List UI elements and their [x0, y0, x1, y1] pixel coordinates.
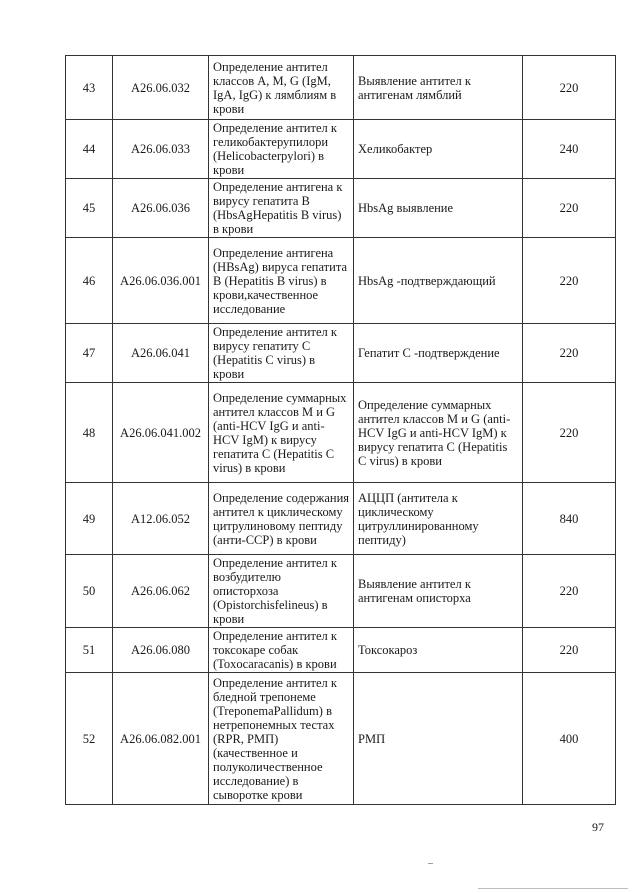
service-name: Определение антител к токсокаре собак (Toxocaracanis) в крови — [209, 628, 354, 673]
row-number: 45 — [66, 179, 113, 238]
table-row — [66, 673, 616, 805]
table-row — [66, 238, 616, 324]
service-code: A12.06.052 — [113, 483, 209, 555]
service-code: A26.06.041 — [113, 324, 209, 383]
service-description: Хеликобактер — [354, 120, 523, 179]
table-row — [66, 483, 616, 555]
row-number: 44 — [66, 120, 113, 179]
service-description: АЦЦП (антитела к циклическому цитруллинированному пептиду) — [354, 483, 523, 555]
service-description: Выявление антител к антигенам лямблий — [354, 56, 523, 120]
service-name: Определение антигена (HBsAg) вируса гепатита B (Hepatitis B virus) в крови,качественное исследование — [209, 238, 354, 324]
table-row — [66, 628, 616, 673]
service-price: 400 — [523, 673, 616, 805]
service-price: 220 — [523, 56, 616, 120]
service-price: 220 — [523, 383, 616, 483]
service-code: A26.06.041.002 — [113, 383, 209, 483]
service-description: Определение суммарных антител классов М и G (anti-HCV IgG и anti-HCV IgM) к вирусу гепатита С (Hepatitis C virus) в крови — [354, 383, 523, 483]
table-row — [66, 56, 616, 120]
service-price: 220 — [523, 555, 616, 628]
service-name: Определение антител к бледной трепонеме (TreponemaPallidum) в нетрепонемных тестах (RPR, РМП) (качественное и полуколичественное исследование) в сыворотке крови — [209, 673, 354, 805]
page-number: 97 — [592, 820, 604, 834]
row-number: 43 — [66, 56, 113, 120]
table-row — [66, 179, 616, 238]
service-code: A26.06.080 — [113, 628, 209, 673]
service-code: A26.06.036.001 — [113, 238, 209, 324]
service-name: Определение антител к вирусу гепатиту С (Hepatitis C virus) в крови — [209, 324, 354, 383]
service-name: Определение антител к возбудителю описторхоза (Opistorchisfelineus) в крови — [209, 555, 354, 628]
service-description: Выявление антител к антигенам описторха — [354, 555, 523, 628]
service-code: A26.06.032 — [113, 56, 209, 120]
service-code: A26.06.033 — [113, 120, 209, 179]
row-number: 52 — [66, 673, 113, 805]
row-number: 50 — [66, 555, 113, 628]
row-number: 49 — [66, 483, 113, 555]
service-name: Определение антител к геликобактерупилори (Helicobacterpylori) в крови — [209, 120, 354, 179]
row-number: 51 — [66, 628, 113, 673]
service-code: A26.06.036 — [113, 179, 209, 238]
scan-artifact-line — [478, 888, 628, 889]
table-row — [66, 324, 616, 383]
row-number: 46 — [66, 238, 113, 324]
service-name: Определение суммарных антител классов М и G (anti-HCV IgG и anti-HCV IgM) к вирусу гепатита С (Hepatitis C virus) в крови — [209, 383, 354, 483]
service-description: HbsAg выявление — [354, 179, 523, 238]
table-row — [66, 120, 616, 179]
row-number: 47 — [66, 324, 113, 383]
service-name: Определение антител классов A, M, G (IgM, IgA, IgG) к лямблиям в крови — [209, 56, 354, 120]
service-price: 220 — [523, 238, 616, 324]
service-name: Определение антигена к вирусу гепатита B (HbsAgHepatitis B virus) в крови — [209, 179, 354, 238]
service-description: Гепатит С -подтверждение — [354, 324, 523, 383]
service-price: 240 — [523, 120, 616, 179]
service-description: Токсокароз — [354, 628, 523, 673]
scan-artifact-mark — [428, 863, 433, 864]
table-row — [66, 555, 616, 628]
service-name: Определение содержания антител к циклическому цитрулиновому пептиду (анти-ССР) в крови — [209, 483, 354, 555]
service-price: 840 — [523, 483, 616, 555]
service-price: 220 — [523, 324, 616, 383]
services-price-table — [65, 55, 616, 805]
service-code: A26.06.062 — [113, 555, 209, 628]
service-price: 220 — [523, 179, 616, 238]
row-number: 48 — [66, 383, 113, 483]
service-price: 220 — [523, 628, 616, 673]
service-code: A26.06.082.001 — [113, 673, 209, 805]
service-description: РМП — [354, 673, 523, 805]
table-row — [66, 383, 616, 483]
service-description: HbsAg -подтверждающий — [354, 238, 523, 324]
